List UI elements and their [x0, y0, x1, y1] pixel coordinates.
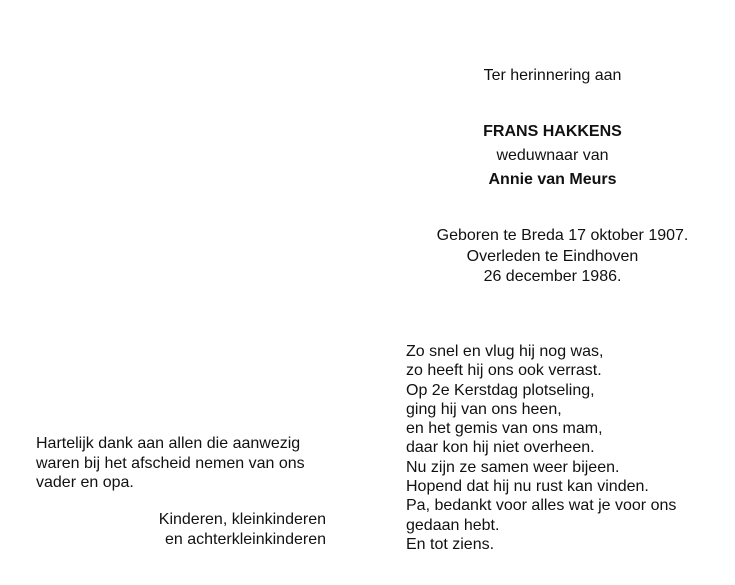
- poem: [406, 342, 726, 554]
- thanks-line: vader en opa.: [36, 474, 134, 491]
- death-place-text: Overleden te Eindhoven: [466, 248, 639, 265]
- relation-text: weduwnaar van: [496, 147, 609, 164]
- poem-line: ging hij van ons heen,: [406, 400, 562, 418]
- poem-line: Hopend dat hij nu rust kan vinden.: [406, 478, 649, 496]
- thanks-line: Hartelijk dank aan allen die aanwezig: [36, 435, 301, 452]
- intro-text: Ter herinnering aan: [483, 67, 622, 84]
- poem-line: En tot ziens.: [406, 535, 495, 553]
- deceased-name: FRANS HAKKENS: [483, 123, 622, 140]
- spouse-name: Annie van Meurs: [488, 171, 617, 188]
- poem-line: en het gemis van ons mam,: [406, 420, 603, 438]
- poem-line: Op 2e Kerstdag plotseling,: [406, 381, 595, 399]
- death-date-text: 26 december 1986.: [483, 268, 622, 285]
- family-signoff: [120, 510, 326, 549]
- thanks-message: [36, 434, 346, 493]
- poem-line: gedaan hebt.: [406, 516, 500, 534]
- poem-line: daar kon hij niet overheen.: [406, 439, 595, 457]
- poem-line: Pa, bedankt voor alles wat je voor ons: [406, 497, 677, 515]
- thanks-line: waren bij het afscheid nemen van ons: [36, 454, 305, 472]
- poem-line: zo heeft hij ons ook verrast.: [406, 362, 602, 380]
- signoff-line: Kinderen, kleinkinderen: [158, 511, 326, 528]
- poem-line: Zo snel en vlug hij nog was,: [406, 343, 604, 360]
- poem-line: Nu zijn ze samen weer bijeen.: [406, 458, 620, 476]
- birth-text: Geboren te Breda 17 oktober 1907.: [436, 227, 689, 244]
- signoff-line: en achterkleinkinderen: [165, 530, 326, 548]
